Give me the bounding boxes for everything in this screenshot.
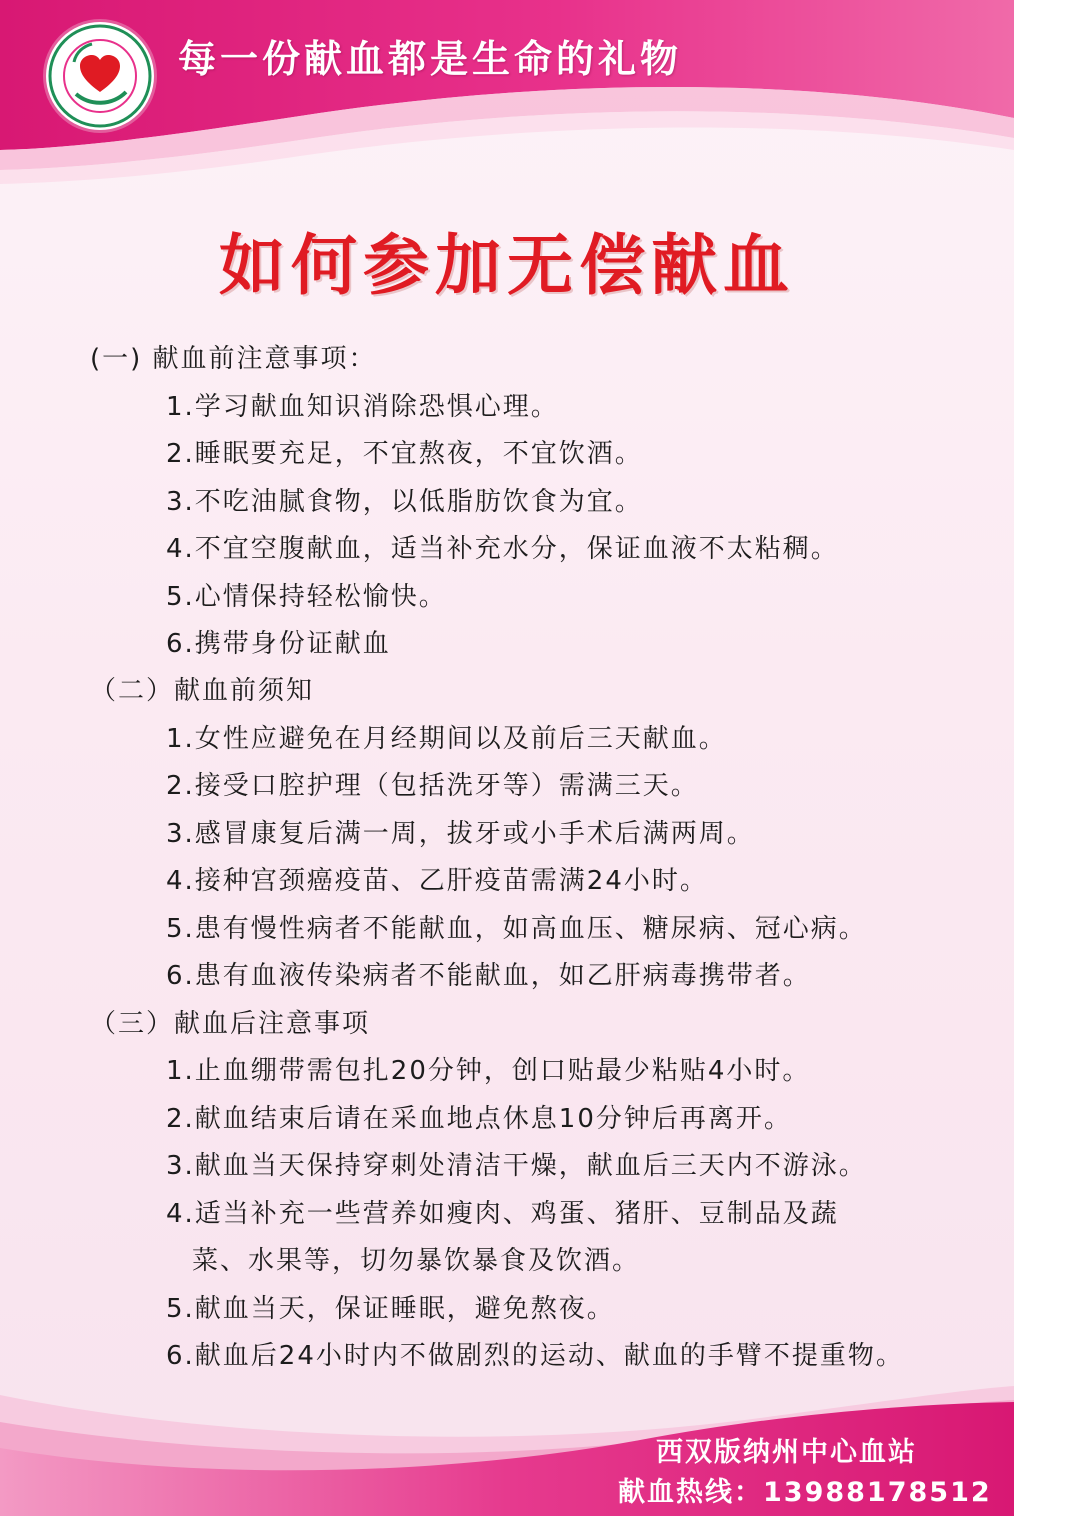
section-2-item-1: 1.女性应避免在月经期间以及前后三天献血。	[166, 724, 727, 754]
section-heading-1: (一) 献血前注意事项：	[90, 344, 377, 374]
page-title: 如何参加无偿献血	[219, 226, 795, 304]
section-1-item-5: 5.心情保持轻松愉快。	[166, 582, 447, 612]
section-2-item-2: 2.接受口腔护理（包括洗牙等）需满三天。	[166, 771, 699, 801]
section-heading-3: （三）献血后注意事项	[90, 1009, 371, 1039]
section-1-item-4: 4.不宜空腹献血，适当补充水分，保证血液不太粘稠。	[166, 534, 839, 564]
footer-organization: 西双版纳州中心血站	[656, 1437, 917, 1468]
right-margin	[1014, 0, 1080, 1516]
section-2-item-4: 4.接种宫颈癌疫苗、乙肝疫苗需满24小时。	[166, 866, 708, 896]
section-heading-2: （二）献血前须知	[90, 676, 315, 706]
section-3-item-6: 6.献血后24小时内不做剧烈的运动、献血的手臂不提重物。	[166, 1341, 904, 1371]
section-3-item-1: 1.止血绷带需包扎20分钟，创口贴最少粘贴4小时。	[166, 1056, 811, 1086]
section-3-item-5: 5.献血当天，保证睡眠，避免熬夜。	[166, 1294, 615, 1324]
section-2-item-5: 5.患有慢性病者不能献血，如高血压、糖尿病、冠心病。	[166, 914, 867, 944]
slogan-banner: 每一份献血都是生命的礼物	[178, 36, 683, 81]
section-3-item-2: 2.献血结束后请在采血地点休息10分钟后再离开。	[166, 1104, 792, 1134]
section-1-item-3: 3.不吃油腻食物，以低脂肪饮食为宜。	[166, 487, 643, 517]
section-3-item-3: 3.献血当天保持穿刺处清洁干燥，献血后三天内不游泳。	[166, 1151, 867, 1181]
section-2-item-6: 6.患有血液传染病者不能献血，如乙肝病毒携带者。	[166, 961, 811, 991]
section-2-item-3: 3.感冒康复后满一周，拔牙或小手术后满两周。	[166, 819, 755, 849]
footer-hotline: 献血热线：13988178512	[618, 1477, 992, 1508]
section-1-item-1: 1.学习献血知识消除恐惧心理。	[166, 392, 559, 422]
section-3-item-4: 4.适当补充一些营养如瘦肉、鸡蛋、猪肝、豆制品及蔬	[166, 1199, 839, 1229]
section-1-item-6: 6.携带身份证献血	[166, 629, 391, 659]
section-1-item-2: 2.睡眠要充足，不宜熬夜，不宜饮酒。	[166, 439, 643, 469]
section-3-item-4-continued: 菜、水果等，切勿暴饮暴食及饮酒。	[192, 1246, 641, 1276]
blood-station-logo	[46, 22, 154, 130]
